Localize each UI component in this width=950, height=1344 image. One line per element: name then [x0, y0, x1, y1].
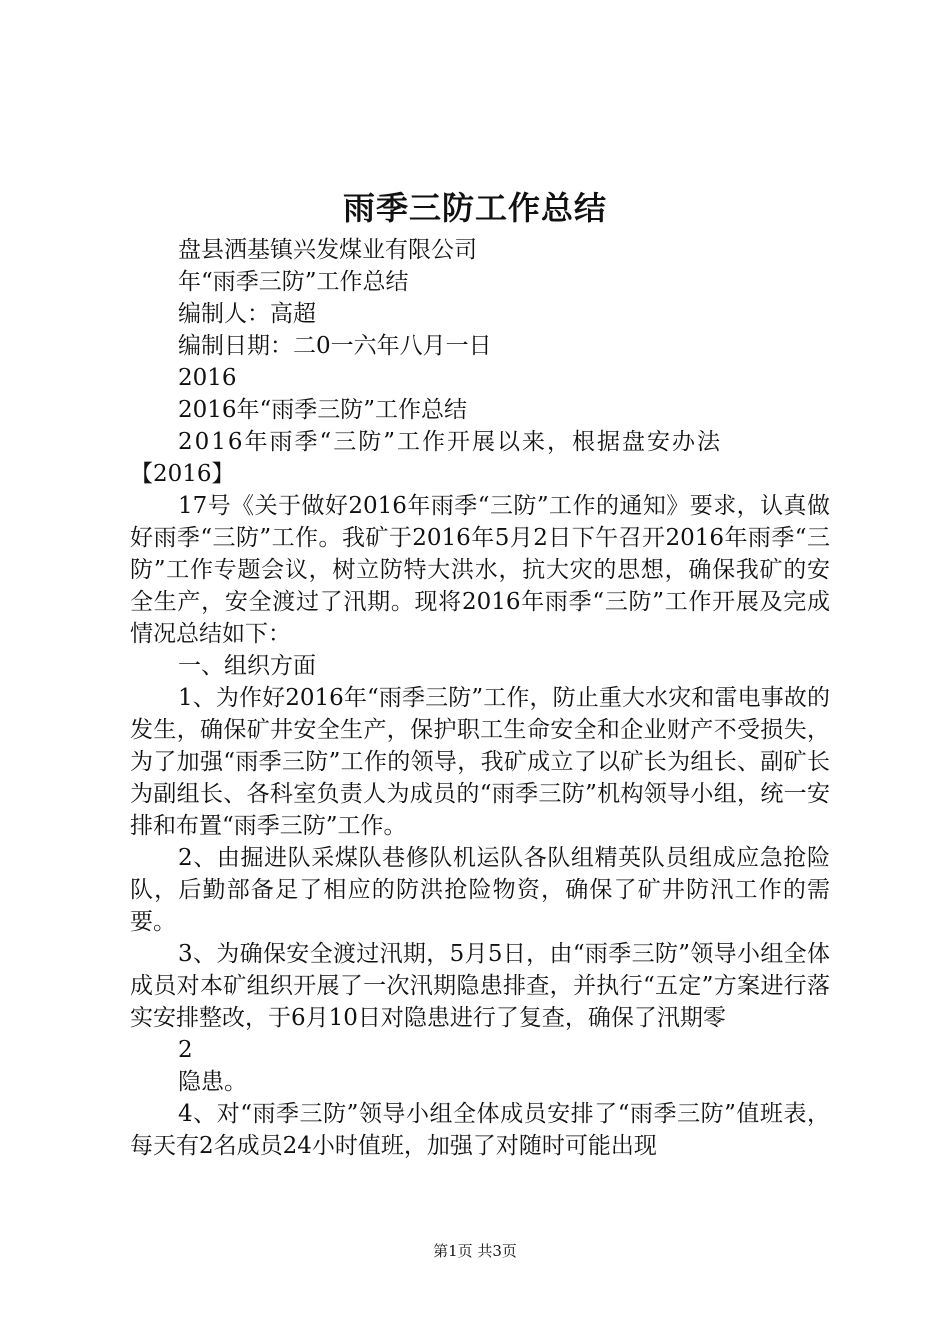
intro-line: 2016年雨季“三防”工作开展以来，根据盘安办法	[178, 429, 723, 455]
list-item-3: 3、为确保安全渡过汛期，5月5日，由“雨季三防”领导小组全体成员对本矿组织开展了一次汛期隐患排查，并执行“五定”方案进行落实安排整改，于6月10日对隐患进行了复查，确保了汛期零	[130, 941, 830, 1031]
section-heading-organization: 一、组织方面	[178, 653, 316, 679]
list-item-4: 4、对“雨季三防”领导小组全体成员安排了“雨季三防”值班表，每天有2名成员24小时值班，加强了对随时可能出现	[130, 1101, 830, 1159]
list-item-1: 1、为作好2016年“雨季三防”工作，防止重大水灾和雷电事故的发生，确保矿井安全生产，保护职工生命安全和企业财产不受损失，为了加强“雨季三防”工作的领导，我矿成立了以矿长为组长、副矿长为副组长、各科室负责人为成员的“雨季三防”机构领导小组，统一安排和布置“雨季三防”工作。	[130, 685, 830, 839]
author-line: 编制人：高超	[178, 301, 316, 327]
document-body	[130, 234, 830, 1162]
page-marker: 2	[178, 1037, 193, 1063]
list-item-3-tail: 隐患。	[178, 1069, 247, 1095]
list-item-2: 2、由掘进队采煤队巷修队机运队各队组精英队员组成应急抢险队，后勤部备足了相应的防洪抢险物资，确保了矿井防汛工作的需要。	[130, 845, 830, 935]
report-heading: 2016年“雨季三防”工作总结	[178, 397, 468, 423]
report-subtitle: 年“雨季三防”工作总结	[178, 269, 409, 295]
paragraph-intro: 17号《关于做好2016年雨季“三防”工作的通知》要求，认真做好雨季“三防”工作。我矿于2016年5月2日下午召开2016年雨季“三防”工作专题会议，树立防特大洪水，抗大灾的思想，确保我矿的安全生产，安全渡过了汛期。现将2016年雨季“三防”工作开展及完成情况总结如下：	[130, 493, 830, 647]
intro-bracket: 【2016】	[130, 461, 235, 487]
date-line: 编制日期：二0一六年八月一日	[178, 333, 492, 359]
document-title: 雨季三防工作总结	[342, 189, 607, 227]
page-number-footer: 第1页 共3页	[433, 1242, 517, 1260]
year-line: 2016	[178, 365, 237, 391]
company-name: 盘县洒基镇兴发煤业有限公司	[178, 237, 477, 263]
